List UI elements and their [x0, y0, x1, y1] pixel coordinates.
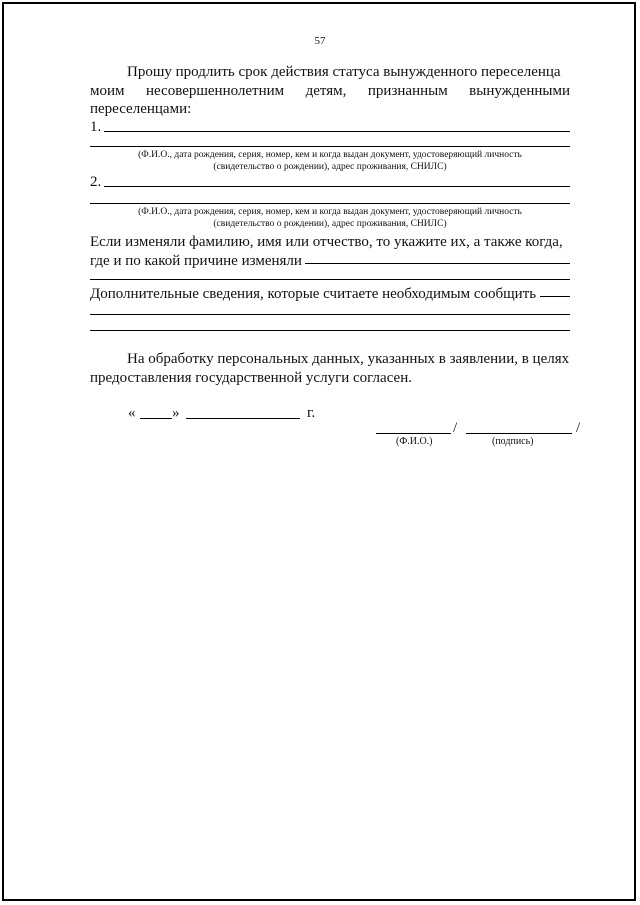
- child-2-number: 2.: [90, 174, 102, 190]
- additional-entry-line-3[interactable]: [90, 330, 570, 331]
- additional-info-label: Дополнительные сведения, которые считаете необходимым сообщить: [90, 286, 537, 302]
- child-2-entry-line[interactable]: [104, 186, 570, 187]
- child-1-entry-line[interactable]: [104, 131, 570, 132]
- signature-sign-field[interactable]: [466, 433, 572, 434]
- request-line-3: переселенцами:: [90, 101, 192, 117]
- child-1-entry-line-2[interactable]: [90, 146, 570, 147]
- name-change-entry-line-2[interactable]: [90, 279, 570, 280]
- signature-fio-field[interactable]: [376, 433, 451, 434]
- child-1-caption-1: (Ф.И.О., дата рождения, серия, номер, кем и когда выдан документ, удостоверяющий личность: [138, 150, 522, 160]
- request-word: несовершеннолетним: [145, 83, 285, 99]
- signature-fio-label: (Ф.И.О.): [396, 436, 433, 447]
- date-year-suffix: г.: [307, 405, 316, 421]
- request-line-2: [90, 82, 570, 100]
- additional-entry-line-2[interactable]: [90, 314, 570, 315]
- date-month-field[interactable]: [186, 418, 300, 419]
- signature-separator-2: /: [576, 420, 581, 436]
- request-word: моим: [90, 83, 125, 99]
- date-open-quote: «: [128, 405, 136, 421]
- child-2-caption-1: (Ф.И.О., дата рождения, серия, номер, кем и когда выдан документ, удостоверяющий личность: [138, 207, 522, 217]
- page-number: 57: [314, 35, 326, 47]
- date-close-quote: »: [172, 405, 180, 421]
- request-word: вынужденными: [469, 83, 570, 99]
- name-change-line-1: Если изменяли фамилию, имя или отчество, то укажите их, а также когда,: [90, 234, 563, 250]
- child-2-caption-2: (свидетельство о рождении), адрес проживания, СНИЛС): [213, 219, 447, 229]
- additional-entry-line[interactable]: [540, 296, 570, 297]
- name-change-line-2: где и по какой причине изменяли: [90, 253, 302, 269]
- consent-line-1: На обработку персональных данных, указанных в заявлении, в целях: [127, 351, 570, 367]
- consent-line-2: предоставления государственной услуги согласен.: [90, 370, 412, 386]
- child-1-caption-2: (свидетельство о рождении), адрес проживания, СНИЛС): [213, 162, 447, 172]
- signature-separator-1: /: [453, 420, 458, 436]
- page-frame: [2, 2, 636, 901]
- child-1-number: 1.: [90, 119, 102, 135]
- signature-sign-label: (подпись): [492, 436, 534, 447]
- request-word: признанным: [367, 83, 448, 99]
- child-2-entry-line-2[interactable]: [90, 203, 570, 204]
- request-line-1: Прошу продлить срок действия статуса вынужденного переселенца: [127, 64, 561, 80]
- request-word: детям,: [305, 83, 347, 99]
- name-change-entry-line[interactable]: [305, 263, 570, 264]
- date-day-field[interactable]: [140, 418, 172, 419]
